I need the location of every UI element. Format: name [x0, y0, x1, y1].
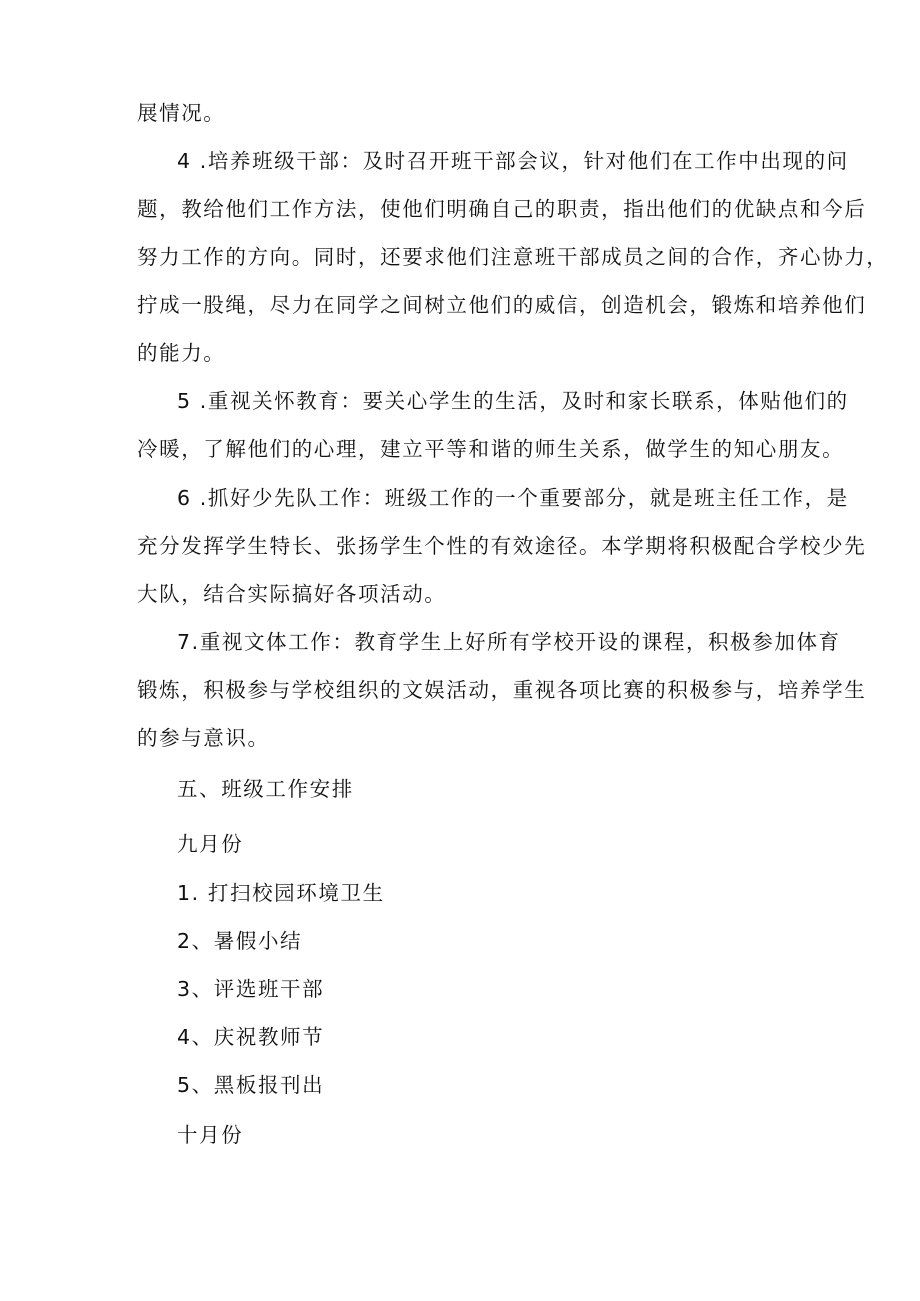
paragraph-6-line-2: 充分发挥学生特长、张扬学生个性的有效途径。本学期将积极配合学校少先 [137, 534, 867, 558]
list-item: 2、暑假小结 [177, 929, 303, 953]
paragraph-4-line-2: 题，教给他们工作方法，使他们明确自己的职责，指出他们的优缺点和今后 [137, 197, 867, 221]
paragraph-4-line-1: 4 .培养班级干部：及时召开班干部会议，针对他们在工作中出现的问 [177, 149, 849, 173]
paragraph-6-line-1: 6 .抓好少先队工作：班级工作的一个重要部分，就是班主任工作，是 [177, 486, 849, 510]
paragraph-7-line-3: 的参与意识。 [137, 726, 270, 750]
list-item: 3、评选班干部 [177, 977, 325, 1001]
list-item: 1. 打扫校园环境卫生 [177, 881, 385, 905]
paragraph-4-line-3: 努力工作的方向。同时，还要求他们注意班干部成员之间的合作，齐心协力， [137, 245, 889, 269]
month-heading-september: 九月份 [177, 832, 244, 856]
month-heading-october: 十月份 [177, 1123, 244, 1147]
paragraph-4-line-5: 的能力。 [137, 341, 226, 365]
paragraph-7-line-2: 锻炼，积极参与学校组织的文娱活动，重视各项比赛的积极参与，培养学生 [137, 678, 867, 702]
paragraph-7-line-1: 7.重视文体工作：教育学生上好所有学校开设的课程，积极参加体育 [177, 630, 841, 654]
list-item: 5、黑板报刊出 [177, 1073, 325, 1097]
paragraph-4-line-4: 拧成一股绳，尽力在同学之间树立他们的威信，创造机会，锻炼和培养他们 [137, 293, 867, 317]
paragraph-5-line-1: 5 .重视关怀教育：要关心学生的生活，及时和家长联系，体贴他们的 [177, 389, 849, 413]
section-heading: 五、班级工作安排 [177, 777, 354, 801]
paragraph-5-line-2: 冷暖，了解他们的心理，建立平等和谐的师生关系，做学生的知心朋友。 [137, 437, 845, 461]
list-item: 4、庆祝教师节 [177, 1025, 325, 1049]
paragraph-6-line-3: 大队，结合实际搞好各项活动。 [137, 582, 447, 606]
paragraph-3-line-end: 展情况。 [137, 101, 226, 125]
